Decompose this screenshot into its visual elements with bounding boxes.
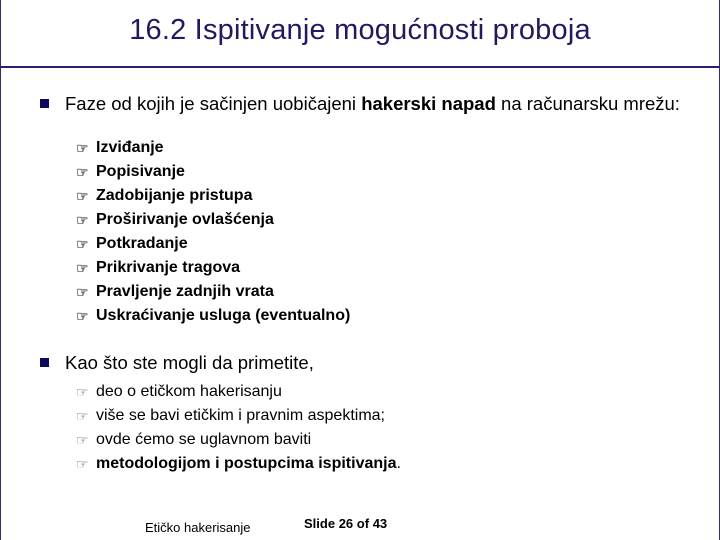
pointing-hand-icon: ☞	[76, 308, 89, 324]
list-item: ☞ Prikrivanje tragova	[76, 259, 241, 276]
pointing-hand-icon: ☞	[76, 164, 89, 180]
square-bullet-icon	[40, 358, 49, 367]
list-item: ☞ Zadobijanje pristupa	[76, 187, 253, 204]
title-divider	[0, 66, 720, 68]
slide-total: 43	[372, 516, 388, 531]
pointing-hand-icon: ☞	[76, 432, 89, 448]
intro-prefix: Faze od kojih je sačinjen uobičajeni	[65, 93, 362, 114]
bullet-text: Kao što ste mogli da primetite,	[65, 352, 314, 373]
list-item: ☞ Potkradanje	[76, 235, 188, 252]
bullet-intro-observation	[40, 352, 680, 373]
slide-number: 26	[338, 516, 354, 531]
pointing-hand-icon: ☞	[76, 408, 89, 424]
slide-frame-left	[0, 0, 1, 540]
footer-slide-counter	[304, 516, 387, 531]
list-item: ☞ Uskraćivanje usluga (eventualno)	[76, 307, 351, 324]
of-label: of	[356, 516, 370, 531]
pointing-hand-icon: ☞	[76, 456, 89, 472]
intro-bold-term: hakerski napad	[361, 93, 496, 114]
period: .	[396, 455, 401, 472]
pointing-hand-icon: ☞	[76, 212, 89, 228]
list-item: ☞ više se bavi etičkim i pravnim aspektima;	[76, 407, 385, 424]
footer-course-title: Etičko hakerisanje	[145, 520, 251, 535]
pointing-hand-icon: ☞	[76, 140, 89, 156]
pointing-hand-icon: ☞	[76, 384, 89, 400]
list-item: ☞ ovde ćemo se uglavnom baviti	[76, 431, 312, 448]
list-item: ☞ Pravljenje zadnjih vrata	[76, 283, 274, 300]
list-item: ☞ Proširivanje ovlašćenja	[76, 211, 274, 228]
pointing-hand-icon: ☞	[76, 260, 89, 276]
slide-label: Slide	[304, 516, 336, 531]
bullet-text	[65, 93, 680, 114]
list-item: ☞ metodologijom i postupcima ispitivanja.	[76, 455, 401, 472]
pointing-hand-icon: ☞	[76, 284, 89, 300]
list-item: ☞ Izviđanje	[76, 139, 164, 156]
slide-title: 16.2 Ispitivanje mogućnosti proboja	[129, 14, 591, 46]
bullet-intro-attack-phases	[40, 93, 680, 114]
square-bullet-icon	[40, 99, 49, 108]
list-item: ☞ deo o etičkom hakerisanju	[76, 383, 282, 400]
pointing-hand-icon: ☞	[76, 236, 89, 252]
list-item: ☞ Popisivanje	[76, 163, 185, 180]
pointing-hand-icon: ☞	[76, 188, 89, 204]
intro-suffix: na računarsku mrežu:	[495, 93, 680, 114]
